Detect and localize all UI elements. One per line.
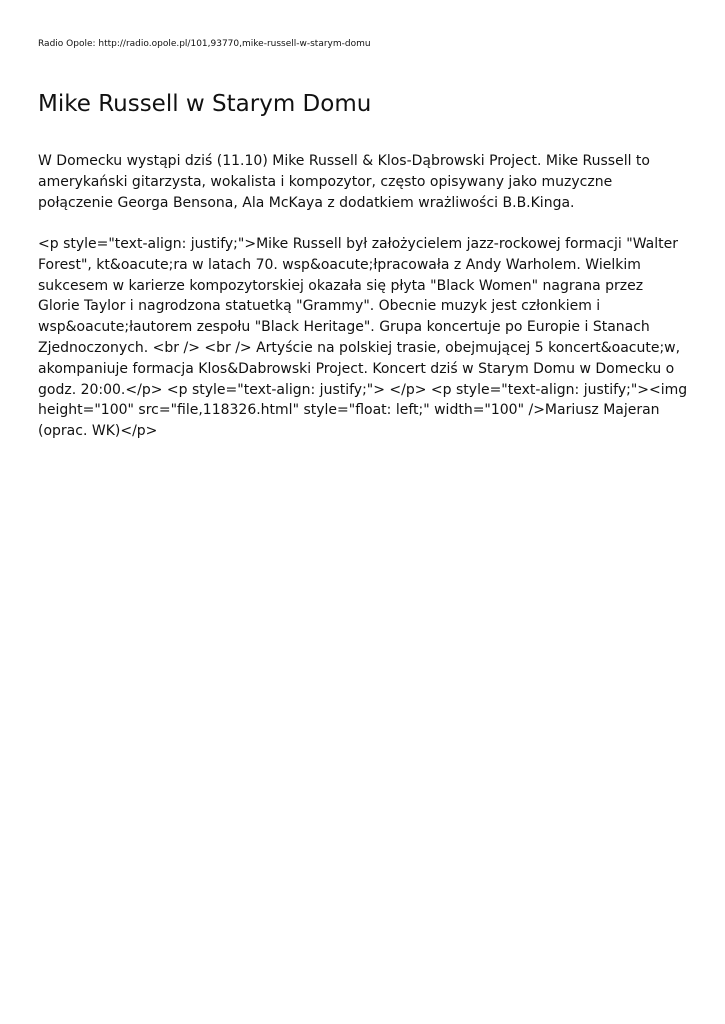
article-lead-paragraph: W Domecku wystąpi dziś (11.10) Mike Russell & Klos-Dąbrowski Project. Mike Russell to amerykański gitarzysta, wokalista i kompozytor, często opisywany jako muzyczne połączenie Georga Bensona, Ala McKaya z dodatkiem wrażliwości B.B.Kinga. xyxy=(38,153,650,211)
source-url-line: Radio Opole: http://radio.opole.pl/101,93770,mike-russell-w-starym-domu xyxy=(38,39,371,49)
article-title: Mike Russell w Starym Domu xyxy=(38,91,372,117)
article-body-paragraph: <p style="text-align: justify;">Mike Russell był założycielem jazz-rockowej formacji "Walter Forest", kt&oacute;ra w latach 70. wsp&oacute;łpracowała z Andy Warholem. Wielkim sukcesem w karierze kompozytorskiej okazała się płyta "Black Women" nagrana przez Glorie Taylor i nagrodzona statuetką "Grammy". Obecnie muzyk jest członkiem i wsp&oacute;łautorem zespołu "Black Heritage". Grupa koncertuje po Europie i Stanach Zjednoczonych. <br /> <br /> Artyście na polskiej trasie, obejmującej 5 koncert&oacute;w, akompaniuje formacja Klos&Dabrowski Project. Koncert dziś w Starym Domu w Domecku o godz. 20:00.</p> <p style="text-align: justify;"> </p> <p style="text-align: justify;"><img height="100" src="file,118326.html" style="float: left;" width="100" />Mariusz Majeran (oprac. WK)</p> xyxy=(38,236,688,440)
